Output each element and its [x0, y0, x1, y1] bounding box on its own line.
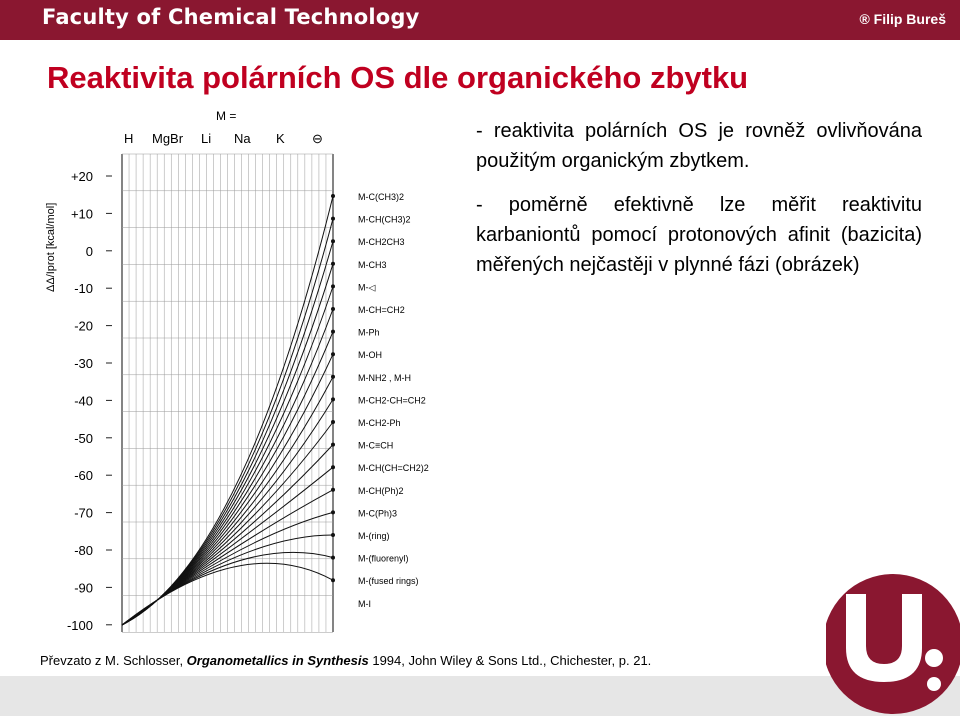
- curve-endpoint: [331, 420, 335, 424]
- substituent-label: M-CH=CH2: [358, 305, 405, 315]
- substituent-label: M-NH2 , M-H: [358, 372, 411, 383]
- curve-endpoint: [331, 217, 335, 221]
- bullet-1: - reaktivita polárních OS je rovněž ovlivňována použitým organickým zbytkem.: [476, 120, 922, 172]
- curve-endpoint: [331, 330, 335, 334]
- bullet-2: - poměrně efektivně lze měřit reaktivitu karbaniontů pomocí protonových afinit (bazicita) měřených nejčastěji v plynné fázi (obrázek): [476, 194, 922, 276]
- substituent-label: M-CH(CH3)2: [358, 214, 411, 225]
- substituent-label: M-CH(CH=CH2)2: [358, 463, 429, 474]
- column-label: K: [276, 131, 285, 146]
- y-tick-label: -20: [74, 318, 93, 334]
- header-bar: [0, 0, 960, 40]
- curve-endpoint: [331, 533, 335, 537]
- university-logo-icon: [826, 572, 960, 716]
- y-tick-label: -40: [74, 393, 93, 409]
- faculty-title: Faculty of Chemical Technology: [42, 5, 420, 29]
- curve-endpoint: [331, 397, 335, 401]
- curve-endpoint: [331, 375, 335, 379]
- curve-endpoint: [331, 239, 335, 243]
- y-tick-label: +20: [70, 169, 93, 184]
- curve-endpoint: [331, 352, 335, 356]
- curve-endpoint: [331, 465, 335, 469]
- y-tick-label: -60: [74, 468, 93, 484]
- column-label: Na: [234, 131, 251, 146]
- substituent-label: M-C(CH3)2: [358, 192, 404, 202]
- reactivity-figure-drawing: [38, 104, 476, 644]
- substituent-label: M-CH2-CH=CH2: [358, 395, 426, 406]
- substituent-label: M-OH: [358, 350, 382, 361]
- column-label: MgBr: [152, 131, 184, 146]
- substituent-label: M-◁: [358, 282, 376, 293]
- curve-endpoint: [331, 443, 335, 447]
- reactivity-figure: [38, 104, 476, 644]
- curve-endpoint: [331, 307, 335, 311]
- y-tick-label: -10: [74, 281, 93, 297]
- curve-endpoint: [331, 194, 335, 198]
- y-tick-label: -30: [74, 356, 93, 371]
- y-tick-label: 0: [85, 243, 93, 259]
- curve-endpoint: [331, 262, 335, 266]
- substituent-label: M-(fluorenyl): [358, 553, 409, 564]
- substituent-label: M-(ring): [358, 531, 390, 541]
- y-tick-label: -70: [74, 505, 93, 521]
- substituent-label: M-CH2-Ph: [358, 418, 401, 428]
- column-label: Li: [201, 131, 212, 146]
- substituent-label: M-Ph: [358, 327, 380, 338]
- citation-suffix: 1994, John Wiley & Sons Ltd., Chichester, p. 21.: [368, 653, 652, 668]
- bullet-list: [476, 116, 922, 280]
- y-tick-label: -80: [74, 543, 93, 558]
- substituent-label: M-(fused rings): [358, 576, 419, 587]
- y-tick-label: -50: [74, 430, 93, 446]
- substituent-label: M-CH2CH3: [358, 237, 405, 248]
- m-label: M =: [216, 109, 237, 123]
- substituent-label: M-C≡CH: [358, 440, 394, 451]
- curve-endpoint: [331, 556, 335, 560]
- slide-title: Reaktivita polárních OS dle organického zbytku: [47, 60, 749, 95]
- y-tick-label: -90: [74, 580, 93, 596]
- citation-prefix: Převzato z M. Schlosser,: [40, 653, 187, 668]
- y-tick-label: -100: [66, 617, 93, 633]
- curve-endpoint: [331, 510, 335, 514]
- column-label: ⊖: [312, 131, 323, 146]
- column-label: H: [124, 131, 134, 146]
- y-axis-label: ΔΔ/Iprot [kcal/mol]: [45, 202, 57, 292]
- curve-endpoint: [331, 284, 335, 288]
- substituent-label: M-I: [358, 598, 371, 609]
- citation: [40, 653, 651, 668]
- curve-endpoint: [331, 488, 335, 492]
- curve-endpoint: [331, 578, 335, 582]
- y-tick-label: +10: [70, 206, 93, 222]
- substituent-label: M-CH3: [358, 259, 387, 270]
- footer-bar: [0, 676, 960, 716]
- substituent-label: M-CH(Ph)2: [358, 485, 404, 496]
- author-credit: ® Filip Bureš: [859, 11, 946, 27]
- substituent-label: M-C(Ph)3: [358, 508, 398, 519]
- citation-book: Organometallics in Synthesis: [186, 653, 369, 668]
